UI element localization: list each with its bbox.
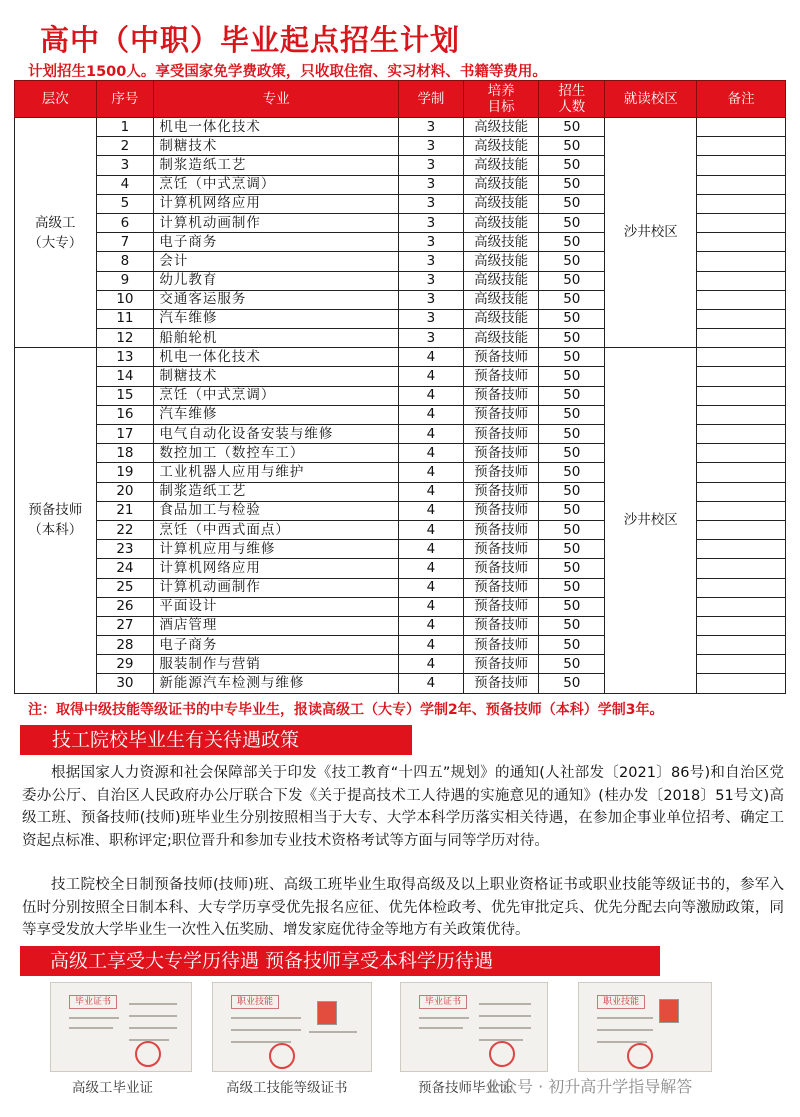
major-cell: 新能源汽车检测与维修 <box>154 674 399 693</box>
years-cell: 4 <box>398 405 463 424</box>
years-cell: 3 <box>398 271 463 290</box>
quota-cell: 50 <box>539 463 605 482</box>
seal-icon <box>627 1043 653 1069</box>
goal-cell: 高级技能 <box>463 233 538 252</box>
quota-cell: 50 <box>539 271 605 290</box>
remark-cell <box>697 348 786 367</box>
goal-cell: 高级技能 <box>463 194 538 213</box>
years-cell: 4 <box>398 348 463 367</box>
certificate-banner: 高级工享受大专学历待遇 预备技师享受本科学历待遇 <box>20 946 660 976</box>
quota-cell: 50 <box>539 616 605 635</box>
no-cell: 3 <box>96 156 154 175</box>
major-cell: 烹饪（中式烹调） <box>154 175 399 194</box>
photo-icon <box>659 999 679 1023</box>
enrollment-plan-table <box>14 80 786 694</box>
goal-cell: 预备技师 <box>463 674 538 693</box>
remark-cell <box>697 444 786 463</box>
remark-cell <box>697 559 786 578</box>
goal-cell: 预备技师 <box>463 540 538 559</box>
plan-summary: 计划招生1500人。享受国家免学费政策，只收取住宿、实习材料、书籍等费用。 <box>28 64 547 80</box>
major-cell: 制糖技术 <box>154 367 399 386</box>
goal-cell: 预备技师 <box>463 463 538 482</box>
major-cell: 烹饪（中西式面点） <box>154 520 399 539</box>
remark-cell <box>697 482 786 501</box>
table-row <box>15 118 786 137</box>
years-cell: 3 <box>398 329 463 348</box>
major-cell: 制浆造纸工艺 <box>154 156 399 175</box>
no-cell: 15 <box>96 386 154 405</box>
goal-cell: 高级技能 <box>463 118 538 137</box>
certificate-header: 职业技能 <box>597 995 645 1009</box>
no-cell: 27 <box>96 616 154 635</box>
quota-cell: 50 <box>539 425 605 444</box>
years-cell: 3 <box>398 290 463 309</box>
quota-cell: 50 <box>539 329 605 348</box>
goal-cell: 高级技能 <box>463 271 538 290</box>
quota-cell: 50 <box>539 290 605 309</box>
no-cell: 2 <box>96 137 154 156</box>
years-cell: 4 <box>398 501 463 520</box>
major-cell: 计算机网络应用 <box>154 559 399 578</box>
years-cell: 3 <box>398 175 463 194</box>
no-cell: 11 <box>96 309 154 328</box>
header-remark: 备注 <box>697 81 786 118</box>
major-cell: 烹饪（中式烹调） <box>154 386 399 405</box>
remark-cell <box>697 520 786 539</box>
major-cell: 酒店管理 <box>154 616 399 635</box>
quota-cell: 50 <box>539 348 605 367</box>
certificate-image-4 <box>578 982 712 1072</box>
years-cell: 4 <box>398 520 463 539</box>
no-cell: 6 <box>96 213 154 232</box>
quota-cell: 50 <box>539 540 605 559</box>
years-cell: 4 <box>398 597 463 616</box>
remark-cell <box>697 367 786 386</box>
certificate-caption-2: 高级工技能等级证书 <box>226 1080 348 1096</box>
remark-cell <box>697 233 786 252</box>
no-cell: 14 <box>96 367 154 386</box>
no-cell: 30 <box>96 674 154 693</box>
no-cell: 26 <box>96 597 154 616</box>
quota-cell: 50 <box>539 578 605 597</box>
no-cell: 1 <box>96 118 154 137</box>
years-cell: 3 <box>398 233 463 252</box>
no-cell: 16 <box>96 405 154 424</box>
goal-cell: 预备技师 <box>463 386 538 405</box>
goal-cell: 预备技师 <box>463 405 538 424</box>
policy-paragraph-1: 根据国家人力资源和社会保障部关于印发《技工教育“十四五”规划》的通知(人社部发〔2021〕86号)和自治区党委办公厅、自治区人民政府办公厅联合下发《关于提高技术工人待遇的实施意见的通知》(桂办发〔2018〕51号文)高级工班、预备技师(技师)班毕业生分别按照相当于大专、大学本科学历落实相关待遇，在参加企事业单位招考、确定工资起点标准、职称评定;职位晋升和参加专业技术资格考试等方面与同等学历对待。 <box>22 765 784 849</box>
photo-icon <box>317 1001 337 1025</box>
campus-cell: 沙井校区 <box>605 348 697 693</box>
remark-cell <box>697 175 786 194</box>
major-cell: 机电一体化技术 <box>154 348 399 367</box>
major-cell: 汽车维修 <box>154 309 399 328</box>
major-cell: 计算机动画制作 <box>154 578 399 597</box>
certificate-header: 毕业证书 <box>69 995 117 1009</box>
major-cell: 交通客运服务 <box>154 290 399 309</box>
quota-cell: 50 <box>539 636 605 655</box>
years-cell: 4 <box>398 482 463 501</box>
years-cell: 3 <box>398 213 463 232</box>
years-cell: 3 <box>398 252 463 271</box>
goal-cell: 预备技师 <box>463 501 538 520</box>
no-cell: 23 <box>96 540 154 559</box>
years-cell: 4 <box>398 655 463 674</box>
major-cell: 会计 <box>154 252 399 271</box>
quota-cell: 50 <box>539 482 605 501</box>
goal-cell: 高级技能 <box>463 290 538 309</box>
goal-cell: 预备技师 <box>463 655 538 674</box>
header-level: 层次 <box>15 81 97 118</box>
certificate-image-3 <box>400 982 548 1072</box>
major-cell: 计算机网络应用 <box>154 194 399 213</box>
goal-cell: 预备技师 <box>463 636 538 655</box>
years-cell: 4 <box>398 616 463 635</box>
goal-cell: 预备技师 <box>463 616 538 635</box>
years-cell: 4 <box>398 444 463 463</box>
seal-icon <box>269 1043 295 1069</box>
quota-cell: 50 <box>539 501 605 520</box>
years-cell: 3 <box>398 118 463 137</box>
years-cell: 4 <box>398 636 463 655</box>
header-major: 专业 <box>154 81 399 118</box>
remark-cell <box>697 118 786 137</box>
goal-cell: 预备技师 <box>463 444 538 463</box>
quota-cell: 50 <box>539 156 605 175</box>
quota-cell: 50 <box>539 405 605 424</box>
page-title: 高中（中职）毕业起点招生计划 <box>40 23 461 57</box>
no-cell: 25 <box>96 578 154 597</box>
remark-cell <box>697 425 786 444</box>
major-cell: 制浆造纸工艺 <box>154 482 399 501</box>
remark-cell <box>697 501 786 520</box>
goal-cell: 预备技师 <box>463 348 538 367</box>
no-cell: 28 <box>96 636 154 655</box>
quota-cell: 50 <box>539 655 605 674</box>
no-cell: 7 <box>96 233 154 252</box>
goal-cell: 预备技师 <box>463 578 538 597</box>
years-cell: 4 <box>398 578 463 597</box>
remark-cell <box>697 156 786 175</box>
header-goal: 培养 目标 <box>463 81 538 118</box>
remark-cell <box>697 597 786 616</box>
major-cell: 服装制作与营销 <box>154 655 399 674</box>
remark-cell <box>697 616 786 635</box>
goal-cell: 预备技师 <box>463 559 538 578</box>
certificate-header: 职业技能 <box>231 995 279 1009</box>
major-cell: 电子商务 <box>154 233 399 252</box>
major-cell: 工业机器人应用与维护 <box>154 463 399 482</box>
remark-cell <box>697 252 786 271</box>
seal-icon <box>135 1041 161 1067</box>
years-cell: 4 <box>398 559 463 578</box>
years-cell: 3 <box>398 309 463 328</box>
quota-cell: 50 <box>539 386 605 405</box>
no-cell: 10 <box>96 290 154 309</box>
remark-cell <box>697 271 786 290</box>
major-cell: 电子商务 <box>154 636 399 655</box>
quota-cell: 50 <box>539 367 605 386</box>
no-cell: 21 <box>96 501 154 520</box>
quota-cell: 50 <box>539 137 605 156</box>
major-cell: 制糖技术 <box>154 137 399 156</box>
major-cell: 幼儿教育 <box>154 271 399 290</box>
quota-cell: 50 <box>539 597 605 616</box>
remark-cell <box>697 309 786 328</box>
remark-cell <box>697 194 786 213</box>
no-cell: 29 <box>96 655 154 674</box>
table-row <box>15 348 786 367</box>
years-cell: 4 <box>398 386 463 405</box>
quota-cell: 50 <box>539 520 605 539</box>
certificate-header: 毕业证书 <box>419 995 467 1009</box>
no-cell: 17 <box>96 425 154 444</box>
no-cell: 22 <box>96 520 154 539</box>
no-cell: 4 <box>96 175 154 194</box>
no-cell: 5 <box>96 194 154 213</box>
years-cell: 4 <box>398 540 463 559</box>
no-cell: 13 <box>96 348 154 367</box>
remark-cell <box>697 329 786 348</box>
seal-icon <box>489 1041 515 1067</box>
campus-cell: 沙井校区 <box>605 118 697 348</box>
level-cell: 预备技师 （本科） <box>15 348 97 693</box>
quota-cell: 50 <box>539 118 605 137</box>
watermark: 公众号 · 初升高升学指导解答 <box>485 1077 693 1096</box>
years-cell: 4 <box>398 425 463 444</box>
years-cell: 4 <box>398 367 463 386</box>
major-cell: 计算机应用与维修 <box>154 540 399 559</box>
header-years: 学制 <box>398 81 463 118</box>
header-campus: 就读校区 <box>605 81 697 118</box>
years-cell: 3 <box>398 137 463 156</box>
no-cell: 20 <box>96 482 154 501</box>
remark-cell <box>697 655 786 674</box>
certificate-caption-3: 预备技师毕业证 <box>418 1080 513 1096</box>
policy-heading-banner: 技工院校毕业生有关待遇政策 <box>20 725 412 755</box>
remark-cell <box>697 386 786 405</box>
quota-cell: 50 <box>539 233 605 252</box>
footnote: 注：取得中级技能等级证书的中专毕业生，报读高级工（大专）学制2年、预备技师（本科）学制3年。 <box>28 702 664 718</box>
major-cell: 计算机动画制作 <box>154 213 399 232</box>
remark-cell <box>697 674 786 693</box>
remark-cell <box>697 636 786 655</box>
quota-cell: 50 <box>539 559 605 578</box>
remark-cell <box>697 540 786 559</box>
no-cell: 8 <box>96 252 154 271</box>
quota-cell: 50 <box>539 252 605 271</box>
quota-cell: 50 <box>539 674 605 693</box>
goal-cell: 高级技能 <box>463 252 538 271</box>
goal-cell: 高级技能 <box>463 309 538 328</box>
quota-cell: 50 <box>539 194 605 213</box>
remark-cell <box>697 463 786 482</box>
remark-cell <box>697 290 786 309</box>
goal-cell: 预备技师 <box>463 520 538 539</box>
major-cell: 船舶轮机 <box>154 329 399 348</box>
goal-cell: 预备技师 <box>463 367 538 386</box>
header-no: 序号 <box>96 81 154 118</box>
years-cell: 4 <box>398 463 463 482</box>
quota-cell: 50 <box>539 175 605 194</box>
no-cell: 18 <box>96 444 154 463</box>
quota-cell: 50 <box>539 444 605 463</box>
goal-cell: 预备技师 <box>463 425 538 444</box>
level-cell: 高级工 （大专） <box>15 118 97 348</box>
goal-cell: 预备技师 <box>463 482 538 501</box>
policy-paragraph-2: 技工院校全日制预备技师(技师)班、高级工班毕业生取得高级及以上职业资格证书或职业技能等级证书的，参军入伍时分别按照全日制本科、大专学历享受优先报名应征、优先体检政考、优先审批定兵、优先分配去向等激励政策，同等享受发放大学毕业生一次性入伍奖励、增发家庭优待金等地方有关政策优待。 <box>22 877 784 938</box>
goal-cell: 预备技师 <box>463 597 538 616</box>
no-cell: 9 <box>96 271 154 290</box>
years-cell: 3 <box>398 194 463 213</box>
goal-cell: 高级技能 <box>463 175 538 194</box>
major-cell: 数控加工（数控车工） <box>154 444 399 463</box>
major-cell: 食品加工与检验 <box>154 501 399 520</box>
major-cell: 电气自动化设备安装与维修 <box>154 425 399 444</box>
remark-cell <box>697 137 786 156</box>
goal-cell: 高级技能 <box>463 213 538 232</box>
remark-cell <box>697 578 786 597</box>
certificate-caption-1: 高级工毕业证 <box>72 1080 153 1096</box>
header-quota: 招生 人数 <box>539 81 605 118</box>
table-body <box>15 118 786 694</box>
remark-cell <box>697 405 786 424</box>
certificate-image-2 <box>212 982 372 1072</box>
major-cell: 机电一体化技术 <box>154 118 399 137</box>
years-cell: 3 <box>398 156 463 175</box>
quota-cell: 50 <box>539 213 605 232</box>
quota-cell: 50 <box>539 309 605 328</box>
years-cell: 4 <box>398 674 463 693</box>
remark-cell <box>697 213 786 232</box>
table-header-row <box>15 81 786 118</box>
major-cell: 平面设计 <box>154 597 399 616</box>
goal-cell: 高级技能 <box>463 137 538 156</box>
certificate-image-1 <box>50 982 192 1072</box>
goal-cell: 高级技能 <box>463 156 538 175</box>
major-cell: 汽车维修 <box>154 405 399 424</box>
goal-cell: 高级技能 <box>463 329 538 348</box>
no-cell: 19 <box>96 463 154 482</box>
no-cell: 24 <box>96 559 154 578</box>
no-cell: 12 <box>96 329 154 348</box>
